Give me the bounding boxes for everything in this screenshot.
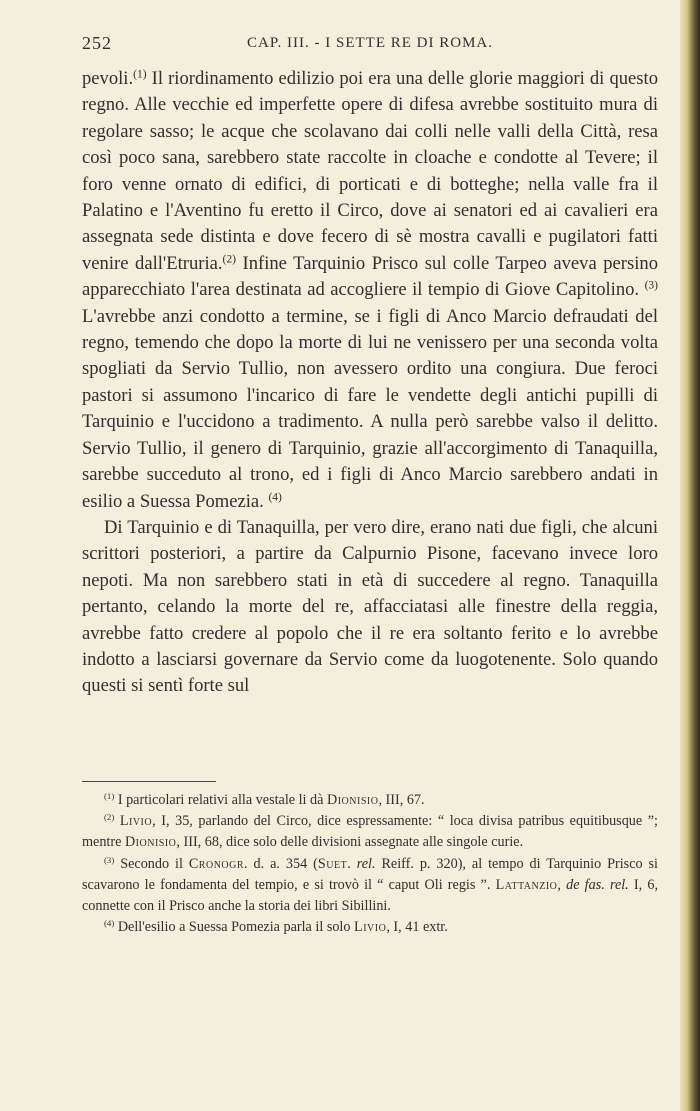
footnote-separator bbox=[82, 781, 216, 782]
page-header bbox=[82, 33, 657, 55]
footnote-2-author-1: Livio bbox=[119, 813, 153, 830]
footnote-ref-3: (3) bbox=[644, 279, 658, 292]
paragraph-1-part-c: Infine Tarquinio Prisco sul colle Tarpeo aveva persino apparecchiato l'area destinata ad accogliere il tempio di Giove Capitolino. bbox=[82, 252, 658, 301]
footnote-3-mark: (3) bbox=[104, 854, 115, 865]
footnote-4-mark: (4) bbox=[104, 918, 115, 929]
footnote-3-text-e: , bbox=[557, 876, 567, 893]
footnote-3-text-b: . d. a. 354 ( bbox=[244, 855, 318, 872]
footnote-3-text-f: I, 6, connette con il Prisco anche la storia dei libri Sibillini. bbox=[82, 876, 658, 915]
paragraph-1-part-a: pevoli. bbox=[82, 68, 134, 89]
footnote-ref-4: (4) bbox=[268, 491, 282, 504]
footnote-1-text-a: I particolari relativi alla vestale li dà bbox=[114, 792, 327, 808]
page-edge-shadow bbox=[680, 0, 700, 1111]
footnote-1-mark: (1) bbox=[104, 791, 115, 802]
footnote-3-de-fas-rel: de fas. rel. bbox=[566, 876, 629, 893]
footnote-4-author: Livio bbox=[354, 919, 387, 936]
footnote-2-text-b: , III, 68, dice solo delle divisioni assegnate alle singole curie. bbox=[176, 834, 524, 851]
footnote-1-author: Dionisio bbox=[326, 792, 379, 808]
paragraph-2: Di Tarquinio e di Tanaquilla, per vero dire, erano nati due figli, che alcuni scrittori posteriori, a partire da Calpurnio Pisone, facevano invece loro nepoti. Ma non sarebbero stati in età di succedere al regno. Tanaquilla pertanto, celando la morte del re, affacciatasi alle finestre della reggia, avrebbe fatto credere al popolo che il re era soltanto ferito e lo avrebbe indotto a lasciarsi governare da Servio come da luogotenente. Solo quando questi si sentì forte sul bbox=[82, 516, 658, 697]
footnote-4 bbox=[82, 917, 658, 938]
footnote-2-author-2: Dionisio bbox=[124, 834, 177, 851]
paragraph-1-part-d: L'avrebbe anzi condotto a termine, se i figli di Anco Marcio defraudati del regno, temendo che dopo la morte di lui ne venissero per una seconda volta spogliati da Servio Tullio, non avessero ordito una congiura. Due feroci pastori si assumono l'incarico di fare le vendette degli antichi pupilli di Tarquinio e l'uccidono a tradimento. A nulla però sarebbe valso il delitto. Servio Tullio, il genero di Tarquinio, grazie all'accorgimento di Tanaquilla, sarebbe succeduto al trono, ed i figli di Anco Marcio sarebbero andati in esilio a Suessa Pomezia. bbox=[82, 305, 658, 512]
paragraph-1 bbox=[82, 66, 658, 515]
footnote-ref-1: (1) bbox=[133, 68, 147, 81]
footnote-3-suet: Suet bbox=[317, 855, 348, 872]
running-head: CAP. III. - I SETTE RE DI ROMA. bbox=[247, 35, 493, 51]
footnote-4-text-a: Dell'esilio a Suessa Pomezia parla il solo bbox=[114, 919, 355, 936]
page-number: 252 bbox=[82, 33, 112, 53]
footnote-3-lattanzio: Lattanzio bbox=[495, 876, 558, 893]
footnote-2 bbox=[82, 811, 658, 853]
footnote-3-text-c: . bbox=[347, 855, 357, 872]
footnote-2-text-a: , I, 35, parlando del Circo, dice espressamente: “ loca divisa patribus equitibusque ”; mentre bbox=[82, 813, 658, 851]
footnote-3-rel: rel. bbox=[356, 855, 376, 872]
footnote-2-mark: (2) bbox=[104, 812, 115, 823]
footnote-3-text-d: Reiff. p. 320), al tempo di Tarquinio Prisco si scavarono le fondamenta del tempio, e si trovò il “ caput Oli regis ”. bbox=[82, 855, 658, 893]
footnote-1 bbox=[82, 790, 658, 811]
footnote-1-text-b: , III, 67. bbox=[378, 792, 425, 808]
footnote-4-text-b: , I, 41 extr. bbox=[386, 919, 448, 936]
body-text bbox=[82, 66, 658, 700]
footnote-3-text-a: Secondo il bbox=[114, 855, 189, 872]
footnote-3 bbox=[82, 854, 658, 918]
footnote-3-chronogr: Cronogr bbox=[188, 855, 245, 872]
footnotes bbox=[82, 790, 658, 938]
paragraph-1-part-b: Il riordinamento edilizio poi era una delle glorie maggiori di questo regno. Alle vecchie ed imperfette opere di difesa avrebbe sostituito mura di regolare sasso; le acque che scolavano dai colli nelle valli della Città, resa così poco sana, sarebbero state raccolte in cloache e condotte al Tevere; il foro venne ornato di edifici, di porticati e di botteghe; nella valle fra il Palatino e l'Aventino fu eretto il Circo, dove ai senatori ed ai cavalieri era assegnata sede distinta e dove fecero di sè mostra cavalli e pugilatori fatti venire dall'Etruria. bbox=[82, 68, 658, 274]
footnote-ref-2: (2) bbox=[222, 253, 236, 266]
